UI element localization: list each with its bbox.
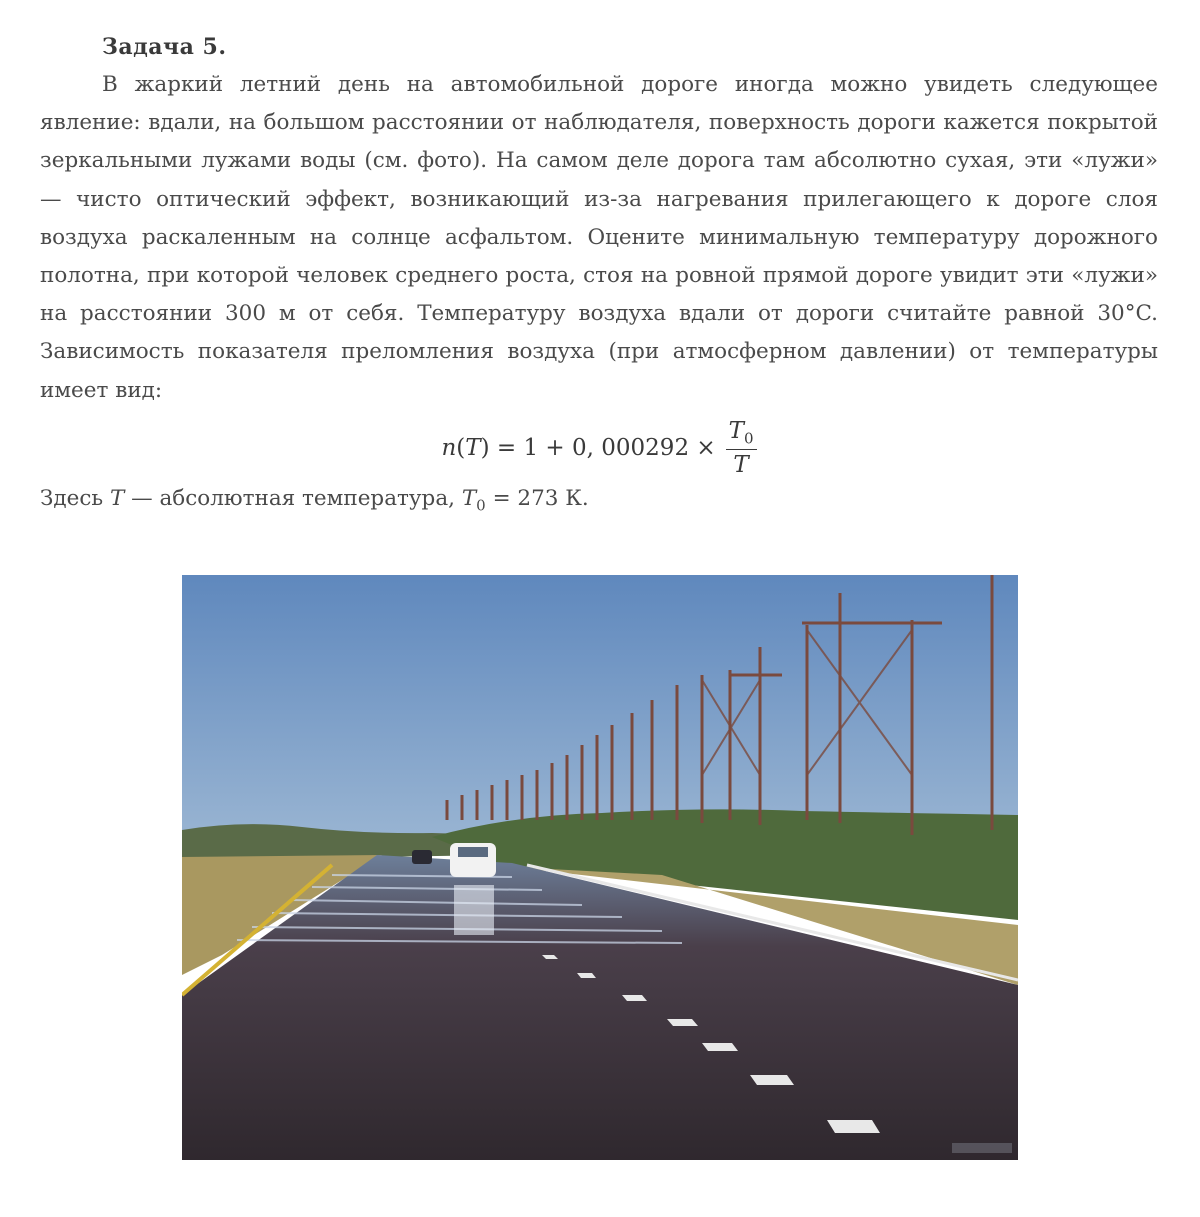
road-mirage-photo (182, 575, 1018, 1160)
refraction-formula: n ( T ) = 1 + 0, 000292 × $\frac{T_0}{T}$ (40, 412, 1158, 484)
formula-note: Здесь T — абсолютная температура, $T_0 = 273$ К. (40, 485, 589, 515)
watermark-mark (952, 1143, 1012, 1153)
formula-denominator: T (733, 452, 749, 479)
task-text: В жаркий летний день на автомобильной дороге иногда можно увидеть следующее явление: вдали, на большом расстоянии от наблюдателя, поверхность дороги кажется покрытой зеркальными лужами воды (см. фото). На самом деле дорога там абсолютно сухая, эти «лужи» — чисто оптический эффект, возникающий из-за нагревания прилегающего к дороге слоя воздуха раскаленным на солнце асфальтом. Оцените минимальную температуру дорожного полотна, при которой человек среднего роста, стоя на ровной прямой дороге увидит эти «лужи» на расстоянии 300 м от себя. Температуру воздуха вдали от дороги считайте равной 30°C. Зависимость показателя преломления воздуха (при атмосферном давлении) от температуры имеет вид: (40, 72, 1158, 403)
car-reflection (454, 885, 494, 935)
formula-var: T (465, 434, 481, 461)
formula-numerator: $T_0$ (726, 418, 757, 451)
formula-fn: n (441, 434, 457, 461)
formula-rhs: = 1 + 0, 000292 × (496, 434, 716, 461)
distant-car (412, 850, 432, 864)
task-title: Задача 5. (102, 34, 227, 60)
formula-fraction (726, 418, 757, 479)
document-page (40, 34, 1158, 520)
sky (182, 575, 1018, 850)
